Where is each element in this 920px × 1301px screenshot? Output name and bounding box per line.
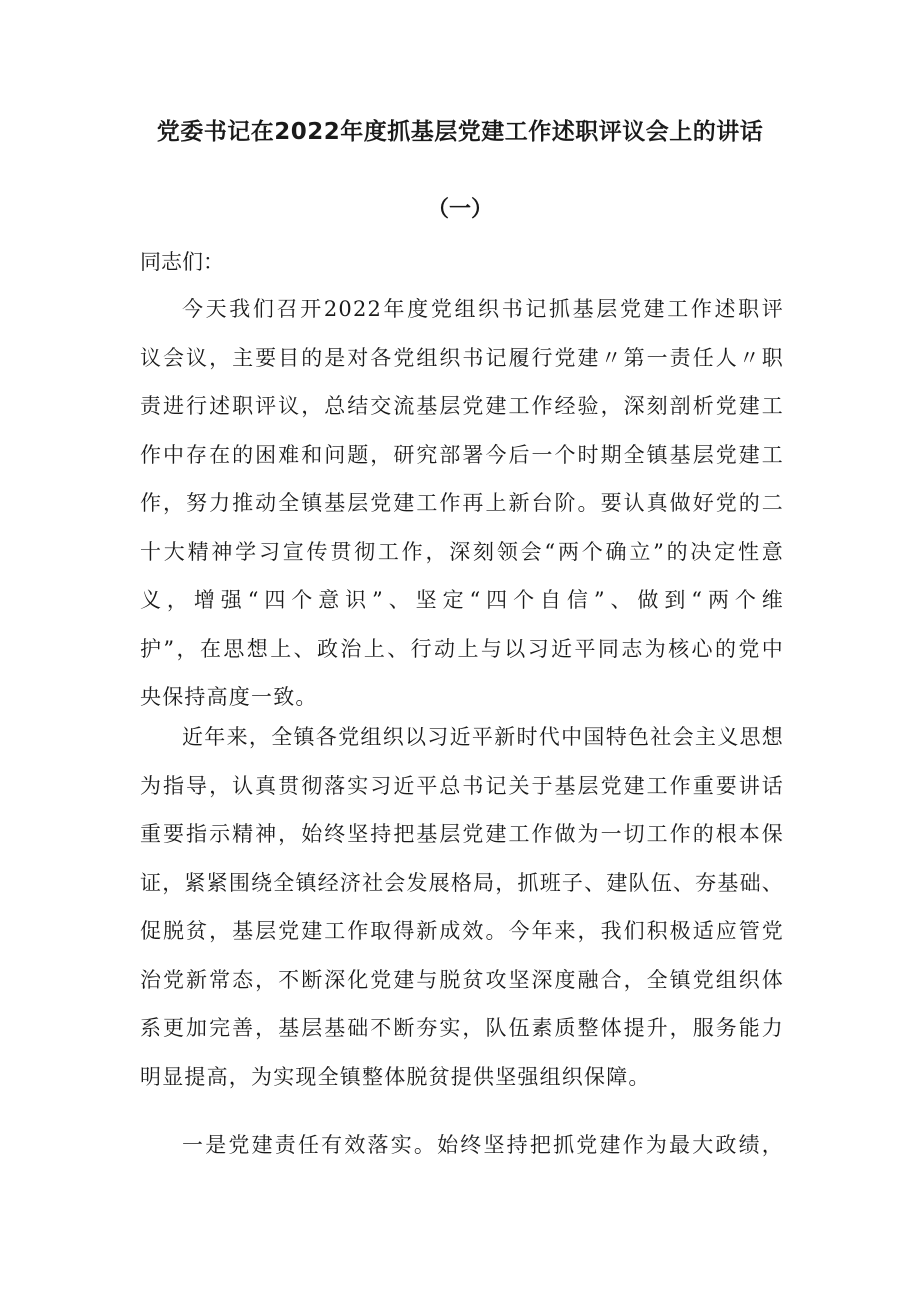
paragraph-line: 证，紧紧围绕全镇经济社会发展格局，抓班子、建队伍、夯基础、 bbox=[140, 870, 784, 895]
paragraph-line: 治党新常态，不断深化党建与脱贫攻坚深度融合，全镇党组织体 bbox=[140, 967, 784, 992]
paragraph-2 bbox=[140, 713, 784, 1101]
paragraph-line: 一是党建责任有效落实。始终坚持把抓党建作为最大政绩， bbox=[182, 1133, 784, 1157]
paragraph-line: 义，增强“四个意识”、坚定“四个自信”、做到“两个维 bbox=[140, 588, 784, 612]
paragraph-line: 近年来，全镇各党组织以习近平新时代中国特色社会主义思想 bbox=[182, 725, 784, 749]
paragraph-line: 促脱贫，基层党建工作取得新成效。今年来，我们积极适应管党 bbox=[140, 919, 784, 943]
paragraph-line: 作，努力推动全镇基层党建工作再上新台阶。要认真做好党的二 bbox=[140, 491, 784, 515]
paragraph-line: 今天我们召开2022年度党组织书记抓基层党建工作述职评 bbox=[182, 297, 784, 321]
paragraph-line: 十大精神学习宣传贯彻工作，深刻领会“两个确立”的决定性意 bbox=[140, 539, 784, 564]
paragraph-line: 系更加完善，基层基础不断夯实，队伍素质整体提升，服务能力 bbox=[140, 1016, 784, 1040]
section-number: （一） bbox=[426, 197, 493, 222]
paragraph-3 bbox=[140, 1121, 784, 1170]
paragraph-line: 作中存在的困难和问题，研究部署今后一个时期全镇基层党建工 bbox=[140, 442, 784, 467]
paragraph-1 bbox=[140, 285, 784, 722]
document-title: 党委书记在2022年度抓基层党建工作述职评议会上的讲话 bbox=[156, 119, 764, 145]
paragraph-line: 明显提高，为实现全镇整体脱贫提供坚强组织保障。 bbox=[140, 1064, 651, 1089]
paragraph-line: 为指导，认真贯彻落实习近平总书记关于基层党建工作重要讲话 bbox=[140, 773, 784, 798]
paragraph-line: 央保持高度一致。 bbox=[140, 685, 318, 709]
paragraph-line: 责进行述职评议，总结交流基层党建工作经验，深刻剖析党建工 bbox=[140, 394, 784, 418]
paragraph-line: 重要指示精神，始终坚持把基层党建工作做为一切工作的根本保 bbox=[140, 822, 784, 846]
paragraph-line: 护”，在思想上、政治上、行动上与以习近平同志为核心的党中 bbox=[140, 636, 784, 661]
paragraph-line: 议会议，主要目的是对各党组织书记履行党建〃第一责任人〃职 bbox=[140, 345, 784, 370]
salutation: 同志们： bbox=[140, 250, 224, 274]
